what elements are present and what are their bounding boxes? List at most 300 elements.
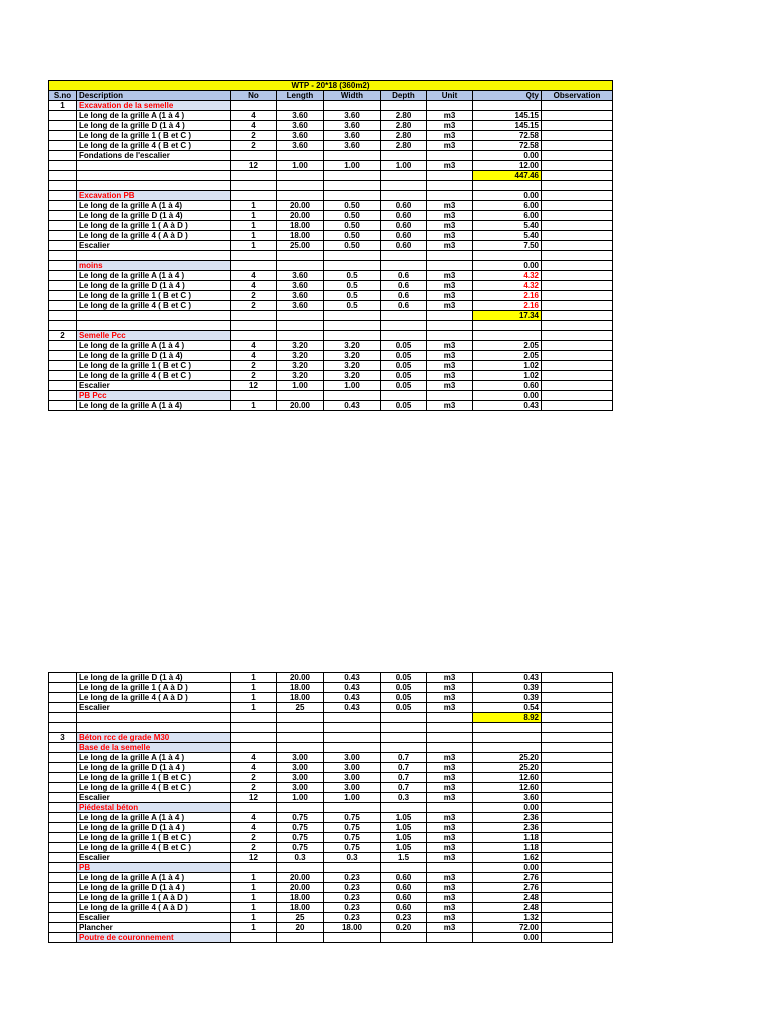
cell-depth: 2.80 [381,141,427,151]
cell-sno [49,833,77,843]
cell-unit [427,321,473,331]
cell-no: 1 [231,221,277,231]
cell-no: 1 [231,241,277,251]
cell-no: 12 [231,161,277,171]
cell-width: 0.75 [324,823,381,833]
cell-observation [542,733,613,743]
cell-length: 3.60 [277,121,324,131]
cell-length: 3.00 [277,753,324,763]
cell-depth [381,171,427,181]
col-header-qty: Qty [473,91,542,101]
table-row [49,693,613,703]
cell-unit [427,391,473,401]
cell-description: Le long de la grille 4 ( A à D ) [77,231,231,241]
cell-length: 18.00 [277,683,324,693]
cell-observation [542,331,613,341]
cell-depth: 0.7 [381,753,427,763]
cell-qty: 72.58 [473,141,542,151]
cell-unit: m3 [427,843,473,853]
cell-qty: 0.54 [473,703,542,713]
cell-observation [542,703,613,713]
cell-width [324,723,381,733]
cell-no: 4 [231,341,277,351]
table-row [49,683,613,693]
cell-qty [473,181,542,191]
cell-depth: 0.05 [381,683,427,693]
cell-description: Escalier [77,241,231,251]
cell-description: Le long de la grille 1 ( B et C ) [77,773,231,783]
cell-observation [542,241,613,251]
cell-description: Base de la semelle [77,743,231,753]
cell-width: 3.00 [324,763,381,773]
cell-no [231,311,277,321]
table-row [49,181,613,191]
cell-unit: m3 [427,903,473,913]
cell-no [231,391,277,401]
cell-qty: 0.00 [473,933,542,943]
cell-no: 2 [231,361,277,371]
cell-depth: 0.23 [381,913,427,923]
cell-qty: 2.05 [473,351,542,361]
table-row [49,241,613,251]
cell-qty: 2.36 [473,813,542,823]
cell-unit [427,331,473,341]
cell-width [324,743,381,753]
cell-qty: 0.39 [473,683,542,693]
cell-description [77,723,231,733]
cell-sno [49,141,77,151]
cell-depth [381,803,427,813]
cell-length: 20 [277,923,324,933]
cell-length [277,933,324,943]
cell-description: Le long de la grille 1 ( B et C ) [77,131,231,141]
cell-no: 2 [231,291,277,301]
cell-description: PB Pcc [77,391,231,401]
cell-qty: 4.32 [473,271,542,281]
cell-unit: m3 [427,693,473,703]
cell-no: 1 [231,923,277,933]
cell-unit: m3 [427,301,473,311]
cell-qty: 7.50 [473,241,542,251]
cell-sno [49,713,77,723]
cell-depth: 0.05 [381,673,427,683]
cell-depth [381,321,427,331]
col-header-depth: Depth [381,91,427,101]
col-header-length: Length [277,91,324,101]
cell-description: Le long de la grille D (1 à 4 ) [77,281,231,291]
cell-width: 0.43 [324,693,381,703]
cell-observation [542,211,613,221]
cell-depth [381,933,427,943]
cell-sno [49,151,77,161]
cell-depth: 0.05 [381,401,427,411]
cell-width: 0.23 [324,893,381,903]
cell-observation [542,311,613,321]
cell-length: 3.60 [277,271,324,281]
cell-sno [49,301,77,311]
cell-unit [427,723,473,733]
cell-sno [49,201,77,211]
cell-depth [381,331,427,341]
cell-sno [49,341,77,351]
cell-unit: m3 [427,371,473,381]
cell-unit [427,863,473,873]
cell-qty: 2.76 [473,873,542,883]
cell-sno [49,803,77,813]
cell-length: 3.20 [277,361,324,371]
cell-length: 18.00 [277,903,324,913]
cell-no [231,191,277,201]
cell-description: moins [77,261,231,271]
cell-width: 1.00 [324,161,381,171]
cell-observation [542,843,613,853]
cell-qty [473,743,542,753]
cell-length: 20.00 [277,673,324,683]
cell-no: 1 [231,703,277,713]
table-row [49,251,613,261]
cell-unit: m3 [427,341,473,351]
cell-unit: m3 [427,773,473,783]
cell-length: 3.60 [277,141,324,151]
cell-unit: m3 [427,883,473,893]
cell-length: 0.75 [277,823,324,833]
col-header-unit: Unit [427,91,473,101]
cell-no: 1 [231,401,277,411]
cell-no [231,171,277,181]
cell-no: 4 [231,763,277,773]
cell-description: Le long de la grille A (1 à 4 ) [77,753,231,763]
cell-depth [381,863,427,873]
cell-no: 2 [231,131,277,141]
cell-width [324,803,381,813]
cell-width: 0.50 [324,231,381,241]
cell-unit: m3 [427,673,473,683]
table-row [49,361,613,371]
cell-depth: 2.80 [381,131,427,141]
cell-description [77,321,231,331]
cell-width [324,261,381,271]
cell-width [324,311,381,321]
table-row [49,261,613,271]
cell-description: Le long de la grille A (1 à 4 ) [77,813,231,823]
cell-sno [49,793,77,803]
cell-qty: 0.43 [473,673,542,683]
cell-width: 3.60 [324,121,381,131]
cell-sno [49,813,77,823]
cell-depth [381,733,427,743]
cell-unit: m3 [427,241,473,251]
cell-observation [542,271,613,281]
cell-sno [49,763,77,773]
cell-observation [542,171,613,181]
col-header-sno: S.no [49,91,77,101]
cell-unit: m3 [427,231,473,241]
table-row [49,391,613,401]
cell-depth: 0.05 [381,371,427,381]
cell-length: 18.00 [277,693,324,703]
cell-depth: 2.80 [381,111,427,121]
cell-no: 1 [231,231,277,241]
cell-width: 0.23 [324,903,381,913]
cell-width [324,191,381,201]
table-row [49,211,613,221]
cell-depth: 0.60 [381,873,427,883]
cell-unit: m3 [427,703,473,713]
cell-observation [542,381,613,391]
cell-description: Escalier [77,381,231,391]
cell-length: 18.00 [277,893,324,903]
cell-no: 12 [231,793,277,803]
cell-length: 1.00 [277,793,324,803]
cell-description: Le long de la grille 4 ( B et C ) [77,301,231,311]
cell-no: 4 [231,121,277,131]
cell-unit: m3 [427,913,473,923]
cell-unit: m3 [427,853,473,863]
cell-no: 4 [231,753,277,763]
cell-depth [381,713,427,723]
cell-description: Le long de la grille 4 ( A à D ) [77,693,231,703]
table-row [49,151,613,161]
cell-sno [49,401,77,411]
cell-depth: 1.05 [381,813,427,823]
cell-length: 0.75 [277,843,324,853]
cell-depth: 0.60 [381,231,427,241]
cell-unit: m3 [427,211,473,221]
cell-no: 2 [231,843,277,853]
cell-observation [542,673,613,683]
cell-sno [49,371,77,381]
cell-description: Le long de la grille 4 ( A à D ) [77,903,231,913]
cell-no: 12 [231,381,277,391]
cell-no [231,101,277,111]
cell-sno [49,853,77,863]
cell-description [77,311,231,321]
cell-length: 25 [277,913,324,923]
cell-unit: m3 [427,281,473,291]
cell-description: Le long de la grille D (1 à 4) [77,673,231,683]
cell-width: 0.50 [324,201,381,211]
cell-qty: 12.60 [473,773,542,783]
cell-sno [49,883,77,893]
cell-unit: m3 [427,873,473,883]
table-row [49,803,613,813]
table-row [49,763,613,773]
cell-description: Escalier [77,853,231,863]
cell-description: Le long de la grille 4 ( B et C ) [77,783,231,793]
cell-depth [381,391,427,401]
cell-qty: 0.00 [473,261,542,271]
cell-unit [427,251,473,261]
cell-unit: m3 [427,141,473,151]
cell-observation [542,181,613,191]
table-row [49,351,613,361]
cell-unit: m3 [427,793,473,803]
cell-no: 1 [231,201,277,211]
table-row [49,813,613,823]
cell-observation [542,763,613,773]
cell-no [231,321,277,331]
cell-observation [542,753,613,763]
cell-observation [542,101,613,111]
cell-depth: 0.60 [381,903,427,913]
cell-observation [542,201,613,211]
cell-qty: 0.43 [473,401,542,411]
cell-unit: m3 [427,361,473,371]
cell-length [277,803,324,813]
sheet-title: WTP - 20*18 (360m2) [49,81,613,91]
cell-description: Le long de la grille A (1 à 4 ) [77,111,231,121]
cell-sno [49,261,77,271]
cell-length: 3.20 [277,371,324,381]
cell-observation [542,291,613,301]
col-header-observation: Observation [542,91,613,101]
table-row [49,703,613,713]
cell-qty: 8.92 [473,713,542,723]
cell-qty: 1.32 [473,913,542,923]
quantity-sheet-part-1 [48,80,613,411]
cell-sno: 1 [49,101,77,111]
cell-sno [49,903,77,913]
cell-depth [381,191,427,201]
cell-length: 3.60 [277,111,324,121]
cell-qty: 2.36 [473,823,542,833]
cell-unit: m3 [427,221,473,231]
cell-no [231,723,277,733]
cell-qty: 72.58 [473,131,542,141]
cell-description: Le long de la grille D (1 à 4 ) [77,763,231,773]
cell-depth: 1.00 [381,161,427,171]
cell-unit [427,311,473,321]
cell-length: 1.00 [277,381,324,391]
cell-depth: 0.6 [381,281,427,291]
cell-no: 2 [231,833,277,843]
table-row [49,833,613,843]
cell-sno [49,221,77,231]
cell-depth: 0.3 [381,793,427,803]
cell-no [231,251,277,261]
cell-no: 4 [231,823,277,833]
cell-width [324,181,381,191]
cell-depth: 0.6 [381,301,427,311]
cell-length: 1.00 [277,161,324,171]
table-row [49,773,613,783]
cell-sno [49,913,77,923]
cell-depth: 0.7 [381,773,427,783]
cell-sno: 2 [49,331,77,341]
cell-unit: m3 [427,893,473,903]
cell-sno [49,753,77,763]
cell-width [324,151,381,161]
cell-description: Le long de la grille D (1 à 4 ) [77,883,231,893]
cell-unit: m3 [427,291,473,301]
cell-observation [542,773,613,783]
cell-sno [49,311,77,321]
cell-depth: 0.05 [381,351,427,361]
cell-width: 0.5 [324,291,381,301]
cell-observation [542,683,613,693]
cell-width: 0.43 [324,673,381,683]
cell-qty [473,331,542,341]
cell-qty: 12.60 [473,783,542,793]
cell-qty: 12.00 [473,161,542,171]
cell-sno: 3 [49,733,77,743]
cell-length [277,723,324,733]
cell-no [231,933,277,943]
cell-description: Excavation de la semelle [77,101,231,111]
cell-length: 0.75 [277,833,324,843]
cell-observation [542,793,613,803]
cell-qty [473,723,542,733]
quantity-sheet-part-2 [48,672,613,943]
cell-sno [49,843,77,853]
cell-observation [542,873,613,883]
cell-width: 0.23 [324,873,381,883]
cell-qty: 2.16 [473,291,542,301]
cell-description: Le long de la grille 1 ( B et C ) [77,361,231,371]
cell-description: Le long de la grille 1 ( B et C ) [77,833,231,843]
cell-unit: m3 [427,683,473,693]
cell-length: 20.00 [277,883,324,893]
cell-qty: 4.32 [473,281,542,291]
cell-sno [49,241,77,251]
table-row [49,713,613,723]
cell-depth: 1.05 [381,833,427,843]
cell-unit [427,151,473,161]
cell-observation [542,783,613,793]
cell-description: Le long de la grille D (1 à 4 ) [77,823,231,833]
table-row [49,101,613,111]
cell-width: 0.3 [324,853,381,863]
cell-sno [49,873,77,883]
cell-width: 0.23 [324,913,381,923]
cell-width: 3.20 [324,341,381,351]
cell-width: 0.23 [324,883,381,893]
cell-qty: 5.40 [473,231,542,241]
cell-sno [49,291,77,301]
table-row [49,301,613,311]
cell-no: 2 [231,371,277,381]
cell-sno [49,131,77,141]
cell-unit: m3 [427,813,473,823]
table-row [49,933,613,943]
cell-length [277,733,324,743]
cell-no: 1 [231,883,277,893]
table-row [49,161,613,171]
cell-depth: 0.6 [381,291,427,301]
cell-width: 0.5 [324,301,381,311]
cell-length [277,331,324,341]
cell-sno [49,361,77,371]
table-row [49,401,613,411]
cell-sno [49,723,77,733]
cell-description: Béton rcc de grade M30 [77,733,231,743]
cell-observation [542,261,613,271]
cell-qty: 2.48 [473,903,542,913]
cell-observation [542,371,613,381]
cell-no: 2 [231,301,277,311]
cell-qty: 0.00 [473,191,542,201]
cell-description: Le long de la grille A (1 à 4 ) [77,341,231,351]
cell-sno [49,683,77,693]
cell-description [77,713,231,723]
cell-observation [542,723,613,733]
cell-observation [542,161,613,171]
cell-length [277,181,324,191]
cell-qty: 0.00 [473,151,542,161]
cell-length: 3.60 [277,301,324,311]
cell-qty: 2.76 [473,883,542,893]
cell-observation [542,743,613,753]
